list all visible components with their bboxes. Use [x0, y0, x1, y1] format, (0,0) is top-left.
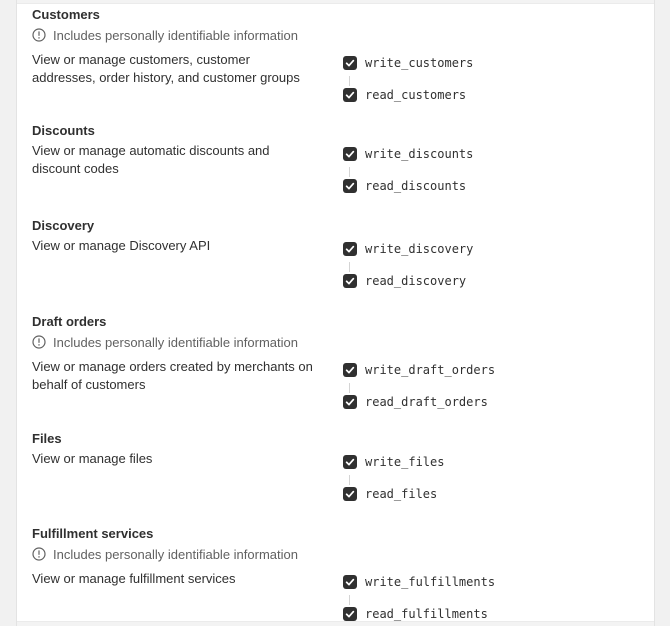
scope-connector-line — [349, 76, 350, 86]
checked-checkbox-icon[interactable] — [343, 487, 357, 501]
checked-checkbox-icon[interactable] — [343, 274, 357, 288]
scope-label: read_discounts — [365, 179, 467, 193]
card-bottom-edge — [17, 621, 654, 626]
pii-notice-text: Includes personally identifiable information — [53, 546, 298, 562]
checked-checkbox-icon[interactable] — [343, 56, 357, 70]
scope-checkbox-row[interactable] — [343, 54, 473, 72]
info-circle-icon — [32, 335, 46, 349]
scope-connector-line — [349, 262, 350, 272]
checked-checkbox-icon[interactable] — [343, 242, 357, 256]
section-title: Customers — [32, 7, 100, 22]
section-description: View or manage Discovery API — [32, 238, 211, 253]
scope-label: write_draft_orders — [365, 363, 496, 377]
scope-checkbox-row[interactable] — [343, 485, 437, 503]
section-description: View or manage orders created by merchants on behalf of customers — [32, 359, 313, 392]
checked-checkbox-icon[interactable] — [343, 179, 357, 193]
scope-checkbox-row[interactable] — [343, 240, 473, 258]
scope-connector-line — [349, 475, 350, 485]
scope-checkbox-row[interactable] — [343, 272, 466, 290]
section-description: View or manage files — [32, 451, 153, 466]
scope-checkbox-row[interactable] — [343, 453, 444, 471]
card-top-edge — [17, 0, 654, 4]
pii-notice-text: Includes personally identifiable information — [53, 27, 298, 43]
pii-notice-text: Includes personally identifiable information — [53, 334, 298, 350]
scope-label: write_files — [365, 455, 445, 469]
scope-label: read_discovery — [365, 274, 467, 288]
pii-notice — [32, 545, 298, 563]
pii-notice — [32, 26, 298, 44]
pii-notice — [32, 333, 298, 351]
section-description: View or manage automatic discounts and discount codes — [32, 143, 270, 176]
scope-connector-line — [349, 383, 350, 393]
section-title: Draft orders — [32, 314, 107, 329]
section-title: Files — [32, 431, 62, 446]
scope-connector-line — [349, 595, 350, 605]
scope-label: write_fulfillments — [365, 575, 496, 589]
scope-label: read_fulfillments — [365, 607, 488, 621]
section-title: Discounts — [32, 123, 95, 138]
scope-label: read_customers — [365, 88, 467, 102]
scope-checkbox-row[interactable] — [343, 86, 466, 104]
scope-label: write_discovery — [365, 242, 474, 256]
scope-label: write_discounts — [365, 147, 474, 161]
scope-checkbox-row[interactable] — [343, 145, 473, 163]
checked-checkbox-icon[interactable] — [343, 607, 357, 621]
checked-checkbox-icon[interactable] — [343, 88, 357, 102]
info-circle-icon — [32, 28, 46, 42]
section-description: View or manage customers, customer addresses, order history, and customer groups — [32, 52, 300, 85]
scope-checkbox-row[interactable] — [343, 393, 488, 411]
scope-checkbox-row[interactable] — [343, 573, 495, 591]
checked-checkbox-icon[interactable] — [343, 395, 357, 409]
checked-checkbox-icon[interactable] — [343, 363, 357, 377]
info-circle-icon — [32, 547, 46, 561]
scope-label: read_draft_orders — [365, 395, 488, 409]
scope-connector-line — [349, 167, 350, 177]
section-title: Discovery — [32, 218, 95, 233]
access-scopes-card — [16, 0, 655, 626]
scope-checkbox-row[interactable] — [343, 361, 495, 379]
section-description: View or manage fulfillment services — [32, 571, 236, 586]
checked-checkbox-icon[interactable] — [343, 575, 357, 589]
section-title: Fulfillment services — [32, 526, 154, 541]
checked-checkbox-icon[interactable] — [343, 147, 357, 161]
checked-checkbox-icon[interactable] — [343, 455, 357, 469]
scope-checkbox-row[interactable] — [343, 177, 466, 195]
scope-label: read_files — [365, 487, 438, 501]
scope-label: write_customers — [365, 56, 474, 70]
